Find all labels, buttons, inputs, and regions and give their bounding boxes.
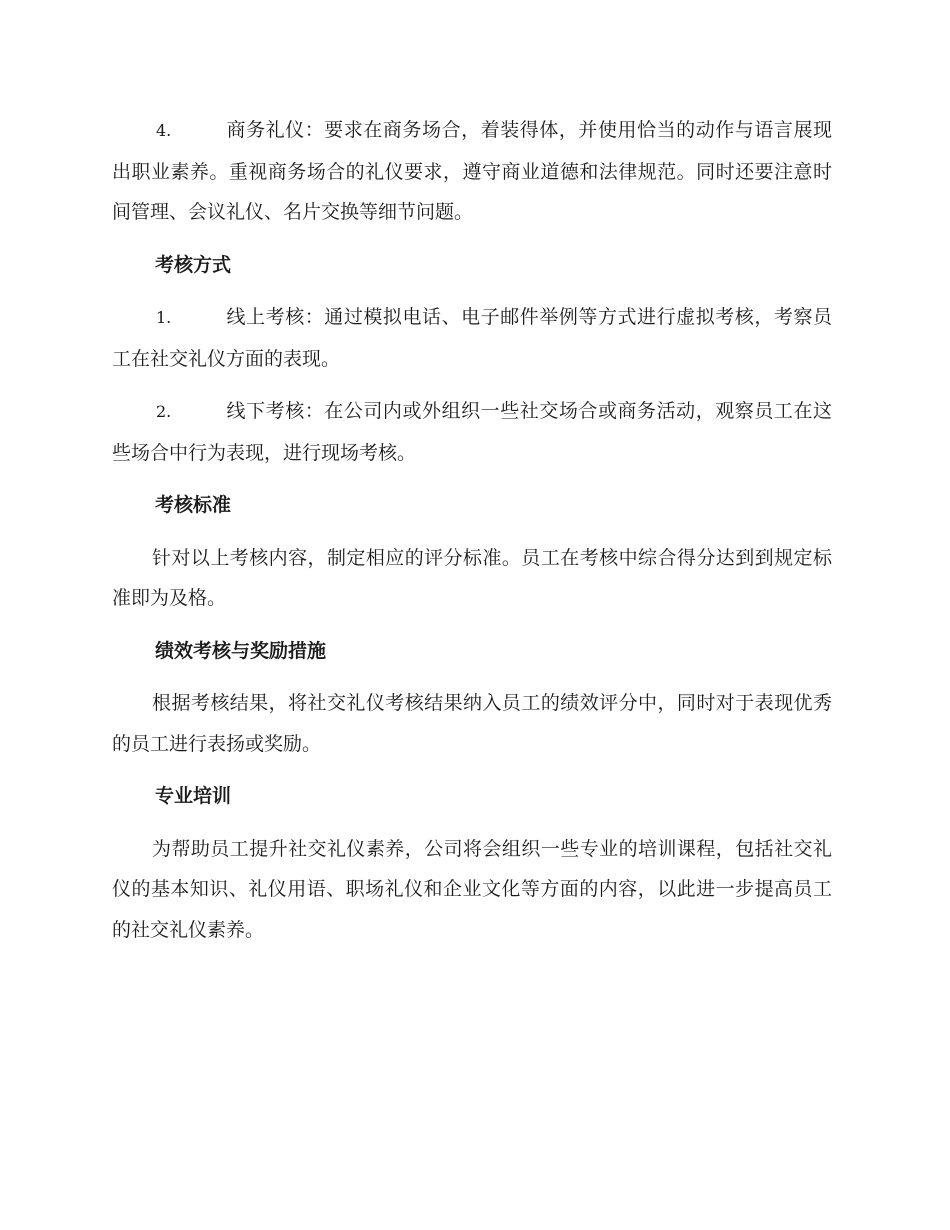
list-item-text: 线上考核：通过模拟电话、电子邮件举例等方式进行虚拟考核，考察员工在社交礼仪方面的表现。 [112, 306, 832, 370]
list-item-business-etiquette [112, 110, 832, 233]
heading-performance-rewards: 绩效考核与奖励措施 [155, 639, 327, 662]
list-item-number: 1. [156, 308, 172, 327]
list-item-offline-assessment [112, 391, 832, 473]
heading-professional-training: 专业培训 [155, 785, 232, 807]
heading-assessment-method: 考核方式 [155, 253, 232, 276]
paragraph-professional-training: 为帮助员工提升社交礼仪素养，公司将会组织一些专业的培训课程，包括社交礼仪的基本知识、礼仪用语、职场礼仪和企业文化等方面的内容，以此进一步提高员工的社交礼仪素养。 [112, 837, 832, 941]
document-content [112, 110, 832, 962]
paragraph-assessment-standard: 针对以上考核内容，制定相应的评分标准。员工在考核中综合得分达到到规定标准即为及格。 [112, 546, 832, 609]
heading-assessment-standard: 考核标准 [155, 494, 232, 516]
list-item-text: 商务礼仪：要求在商务场合，着装得体，并使用恰当的动作与语言展现出职业素养。重视商务场合的礼仪要求，遵守商业道德和法律规范。同时还要注意时间管理、会议礼仪、名片交换等细节问题。 [112, 119, 832, 223]
paragraph-performance-rewards: 根据考核结果，将社交礼仪考核结果纳入员工的绩效评分中，同时对于表现优秀的员工进行表扬或奖励。 [112, 692, 832, 755]
list-item-number: 2. [156, 402, 172, 421]
list-item-online-assessment [112, 297, 832, 379]
list-item-number: 4. [156, 121, 172, 140]
list-item-text: 线下考核：在公司内或外组织一些社交场合或商务活动，观察员工在这些场合中行为表现，进行现场考核。 [112, 400, 832, 464]
